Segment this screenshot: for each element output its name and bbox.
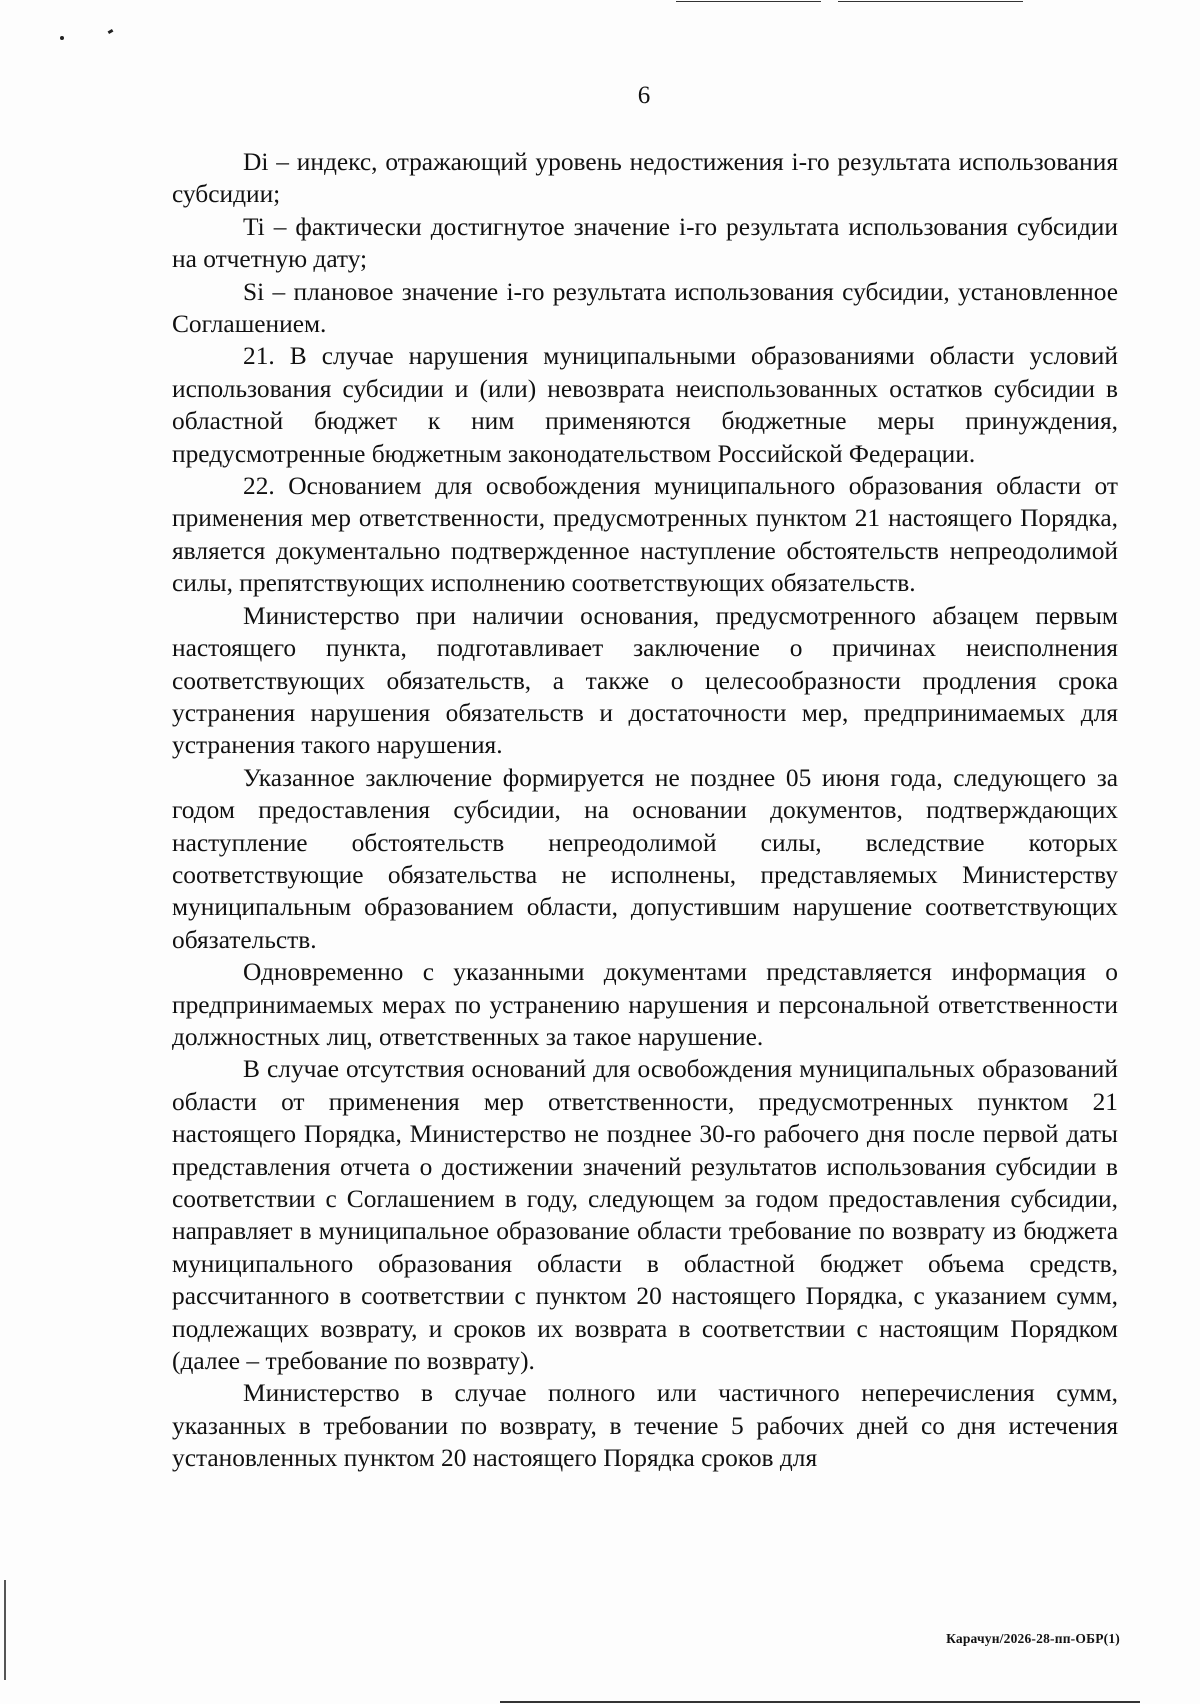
document-footer-code: Карачун/2026-28-пп-ОБР(1)	[946, 1631, 1120, 1646]
scan-edge-line	[500, 1701, 1140, 1703]
scan-speck	[60, 36, 64, 40]
paragraph-no-grounds: В случае отсутствия оснований для освобождения муниципальных образований области от применения мер ответственности, предусмотренных пунктом 21 настоящего Порядка, Министерство не позднее 30-го рабочего дня после первой даты представления отчета о достижении значений результатов использования субсидии в соответствии с Соглашением в году, следующем за годом предоставления субсидии, направляет в муниципальное образование области требование по возврату из бюджета муниципального образования области в областной бюджет объема средств, рассчитанного в соответствии с пунктом 20 настоящего Порядка, с указанием сумм, подлежащих возврату, и сроков их возврата в соответствии с настоящим Порядком (далее – требование по возврату).	[172, 1055, 1118, 1376]
paragraph-ministry-conclusion: Министерство при наличии основания, предусмотренного абзацем первым настоящего пункта, подготавливает заключение о причинах неисполнения соответствующих обязательств, а также о целесообразности продления срока устранения нарушения обязательств и достаточности мер, предпринимаемых для устранения такого нарушения.	[172, 601, 1118, 760]
paragraph-non-transfer: Министерство в случае полного или частичного неперечисления сумм, указанных в требовании по возврату, в течение 5 рабочих дней со дня истечения установленных пунктом 20 настоящего Порядка сроков для	[172, 1379, 1118, 1473]
paragraph-simultaneous-info: Одновременно с указанными документами представляется информация о предпринимаемых мерах по устранению нарушения и персональной ответственности должностных лиц, ответственных за такое нарушение.	[172, 958, 1118, 1051]
paragraph-si-definition: Si – плановое значение i-го результата использования субсидии, установленное Соглашением.	[172, 277, 1118, 339]
scan-edge-line	[676, 1, 821, 2]
paragraph-ti-definition: Ti – фактически достигнутое значение i-го результата использования субсидии на отчетную дату;	[172, 212, 1118, 274]
paragraph-di-definition: Di – индекс, отражающий уровень недостижения i-го результата использования субсидии;	[172, 148, 1118, 209]
document-body	[172, 146, 1118, 1475]
page-number: 6	[637, 82, 651, 109]
paragraph-conclusion-deadline: Указанное заключение формируется не позднее 05 июня года, следующего за годом предоставления субсидии, на основании документов, подтверждающих наступление обстоятельств непреодолимой силы, вследствие которых соответствующие обязательства не исполнены, представляемых Министерству муниципальным образованием области, допустившим нарушение соответствующих обязательств.	[172, 763, 1118, 954]
scan-speck	[108, 29, 114, 34]
paragraph-item-22: 22. Основанием для освобождения муниципального образования области от применения мер ответственности, предусмотренных пунктом 21 настоящего Порядка, является документально подтвержденное наступление обстоятельств непреодолимой силы, препятствующих исполнению соответствующих обязательств.	[172, 472, 1118, 598]
scan-margin-mark	[4, 1580, 6, 1680]
paragraph-item-21: 21. В случае нарушения муниципальными образованиями области условий использования субсидии и (или) невозврата неиспользованных остатков субсидии в областной бюджет к ним применяются бюджетные меры принуждения, предусмотренные бюджетным законодательством Российской Федерации.	[172, 342, 1118, 468]
scan-edge-line	[838, 1, 1023, 2]
